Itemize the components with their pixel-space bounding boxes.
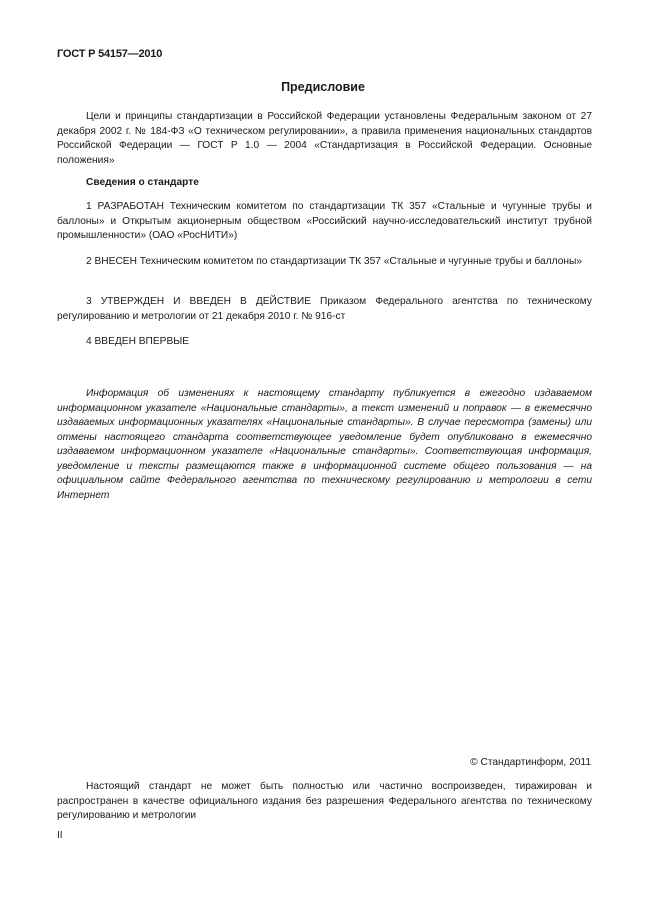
info-heading: Сведения о стандарте — [86, 177, 199, 188]
info-item-1: 1 РАЗРАБОТАН Техническим комитетом по стандартизации ТК 357 «Стальные и чугунные трубы и баллоны» и Открытым акционерным обществом «Российский научно-исследовательский институт трубной промышленности» (ОАО «РосНИТИ») — [57, 201, 592, 241]
rights-notice: Настоящий стандарт не может быть полностью или частично воспроизведен, тиражирован и распространен в качестве официального издания без разрешения Федерального агентства по техническому регулированию и метрологии — [57, 781, 592, 821]
standard-code: ГОСТ Р 54157—2010 — [57, 48, 163, 60]
info-item-3: 3 УТВЕРЖДЕН И ВВЕДЕН В ДЕЙСТВИЕ Приказом Федерального агентства по техническому регулированию и метрологии от 21 декабря 2010 г. № 916-ст — [57, 296, 592, 322]
page-number: II — [57, 830, 63, 841]
info-item-2: 2 ВНЕСЕН Техническим комитетом по стандартизации ТК 357 «Стальные и чугунные трубы и баллоны» — [86, 256, 582, 267]
page-title: Предисловие — [281, 80, 365, 94]
amendments-notice: Информация об изменениях к настоящему стандарту публикуется в ежегодно издаваемом информационном указателе «Национальные стандарты», а текст изменений и поправок — в ежемесячно издаваемых информационных указателях «Национальные стандарты». В случае пересмотра (замены) или отмены настоящего стандарта соответствующее уведомление будет опубликовано в ежемесячно издаваемом информационном указателе «Национальные стандарты». Соответствующая информация, уведомление и тексты размещаются также в информационной системе общего пользования — на официальном сайте Федерального агентства по техническому регулированию и метрологии в сети Интернет — [57, 388, 592, 501]
info-item-4: 4 ВВЕДЕН ВПЕРВЫЕ — [86, 336, 190, 347]
intro-paragraph: Цели и принципы стандартизации в Российской Федерации установлены Федеральным законом от 27 декабря 2002 г. № 184-ФЗ «О техническом регулировании», а правила применения национальных стандартов Российской Федерации — ГОСТ Р 1.0 — 2004 «Стандартизация в Российской Федерации. Основные положения» — [57, 111, 592, 166]
copyright-line: © Стандартинформ, 2011 — [470, 757, 591, 768]
